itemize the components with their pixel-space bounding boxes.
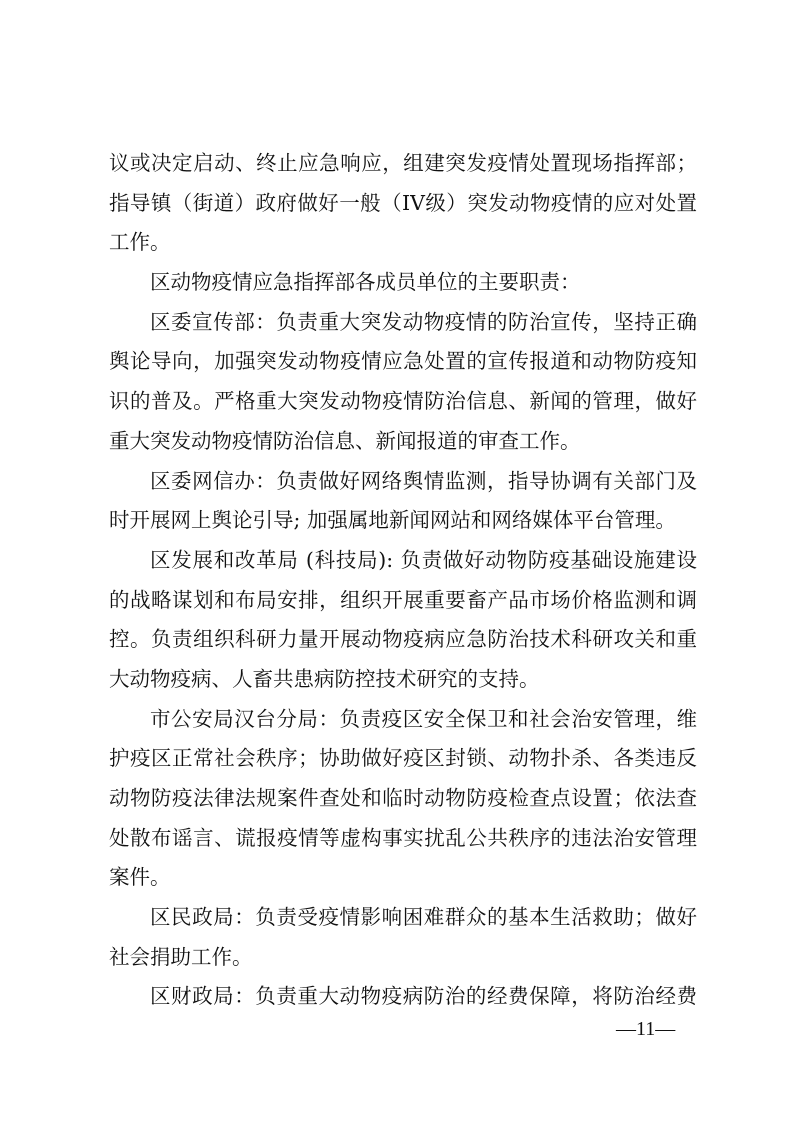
text-line: 区动物疫情应急指挥部各成员单位的主要职责： [150, 270, 581, 295]
text-line: 区委宣传部：负责重大突发动物疫情的防治宣传，坚持正确 [150, 309, 697, 334]
text-line: 区发展和改革局 (科技局): 负责做好动物防疫基础设施建设 [150, 547, 697, 572]
text-line: 处散布谣言、谎报疫情等虚构事实扰乱公共秩序的违法治安管理 [109, 825, 697, 850]
text-line: 时开展网上舆论引导; 加强属地新闻网站和网络媒体平台管理。 [109, 508, 676, 533]
text-line: 区委网信办：负责做好网络舆情监测，指导协调有关部门及 [150, 468, 697, 493]
text-line: 区民政局：负责受疫情影响困难群众的基本生活救助；做好 [150, 905, 697, 930]
page-number: —11— [616, 1018, 676, 1040]
text-line: 议或决定启动、终止应急响应，组建突发疫情处置现场指挥部； [109, 151, 697, 175]
text-line: 重大突发动物疫情防治信息、新闻报道的审查工作。 [109, 428, 581, 453]
text-line: 指导镇（街道）政府做好一般（IV级）突发动物疫情的应对处置 [109, 190, 697, 215]
text-line: 社会捐助工作。 [109, 944, 253, 969]
text-line: 动物防疫法律法规案件查处和临时动物防疫检查点设置；依法查 [109, 786, 697, 810]
text-line: 识的普及。严格重大突发动物疫情防治信息、新闻的管理，做好 [109, 389, 697, 414]
text-line: 案件。 [109, 865, 171, 890]
text-line: 护疫区正常社会秩序；协助做好疫区封锁、动物扑杀、各类违反 [109, 746, 697, 771]
text-line: 控。负责组织科研力量开展动物疫病应急防治技术科研攻关和重 [109, 627, 697, 652]
text-line: 的战略谋划和布局安排，组织开展重要畜产品市场价格监测和调 [109, 587, 697, 612]
text-line: 大动物疫病、人畜共患病防控技术研究的支持。 [109, 666, 540, 691]
text-line: 工作。 [109, 230, 171, 255]
body-text [109, 144, 697, 1017]
text-line: 市公安局汉台分局：负责疫区安全保卫和社会治安管理，维 [150, 706, 697, 731]
text-line: 区财政局：负责重大动物疫病防治的经费保障，将防治经费 [150, 984, 697, 1009]
text-line: 舆论导向，加强突发动物疫情应急处置的宣传报道和动物防疫知 [109, 349, 697, 374]
